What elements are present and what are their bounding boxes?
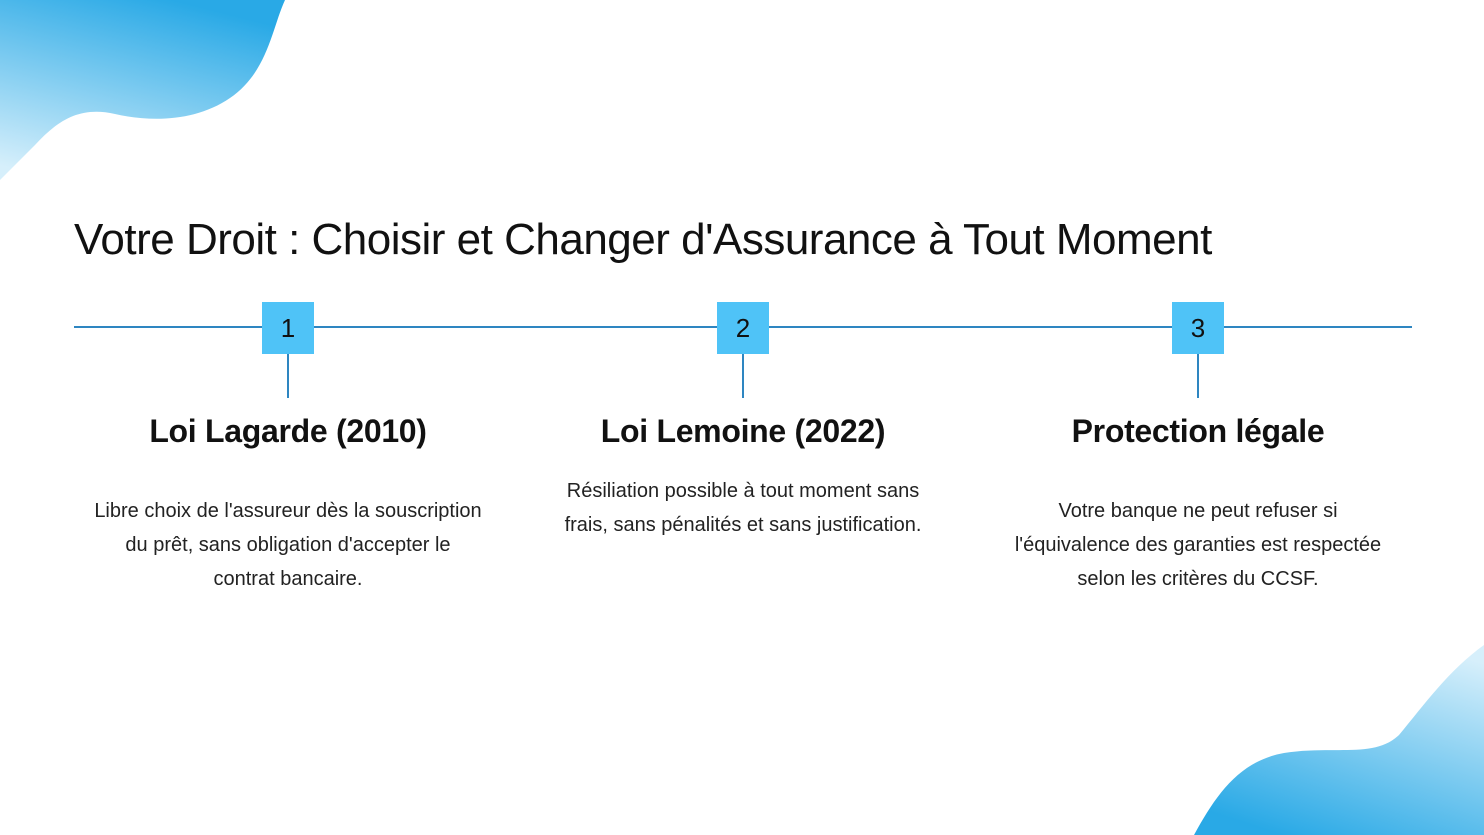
step-number-badge: 3	[1172, 302, 1224, 354]
step-heading: Loi Lagarde (2010)	[149, 413, 427, 449]
step-number-badge: 2	[717, 302, 769, 354]
decorative-wave-top-left	[0, 0, 300, 190]
step-description: Libre choix de l'assureur dès la souscription du prêt, sans obligation d'accepter le contrat bancaire.	[94, 500, 482, 590]
step-heading: Loi Lemoine (2022)	[600, 413, 886, 449]
step-heading: Protection légale	[1071, 413, 1325, 449]
page-title: Votre Droit : Choisir et Changer d'Assurance à Tout Moment	[74, 215, 1212, 264]
step-number-badge: 1	[262, 302, 314, 354]
step-description: Résiliation possible à tout moment sans frais, sans pénalités et sans justification.	[564, 480, 922, 536]
decorative-wave-bottom-right	[1194, 635, 1484, 835]
step-description: Votre banque ne peut refuser si l'équivalence des garanties est respectée selon les critères du CCSF.	[1014, 500, 1382, 590]
